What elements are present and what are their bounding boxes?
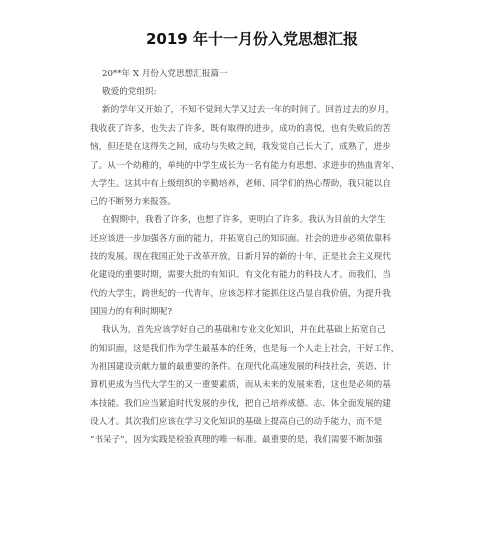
document-line: 代的大学生，跨世纪的一代青年，应该怎样才能抓住这凸显自我价值，为提升我 (90, 289, 391, 299)
document-line: 了。从一个幼稚的，单纯的中学生成长为一名有能力有思想、求进步的热血青年、 (90, 161, 400, 171)
document-line: 我认为，首先应该学好自己的基础和专业文化知识，并在此基础上拓宽自己 (102, 325, 386, 335)
document-line: 大学生。这其中有上级组织的辛勤培养，老师、同学们的热心帮助，我只能以自 (90, 179, 391, 189)
document-line: 的知识面，这是我们作为学生最基本的任务，也是每一个人走上社会，干好工作， (90, 344, 400, 354)
document-line: 在假期中，我看了许多，也想了许多，更明白了许多。我认为目前的大学生 (102, 215, 386, 225)
document-line: 算机更成为当代大学生的又一重要素质，而从未来的发展来看，这也是必须的基 (90, 380, 391, 390)
document-line: 恼，但还是在这得失之间，成功与失败之间，我发觉自己长大了，成熟了，进步 (90, 142, 391, 152)
document-line: 还应该进一步加强各方面的能力，并拓宽自己的知识面。社会的进步必须依靠科 (90, 234, 391, 244)
document-line: 化建设的重要时期，需要大批的有知识、有文化有能力的科技人才。而我们，当 (90, 270, 391, 280)
document-title: 2019 年十一月份入党思想汇报 (146, 30, 358, 48)
document-line: “书呆子”，因为实践是检验真理的唯一标准。最重要的是，我们需要不断加强 (90, 435, 383, 445)
document-line: 设人才。其次我们应该在学习文化知识的基础上提高自己的动手能力，而不是 (90, 417, 383, 427)
document-line: 技的发展。现在我国正处于改革开放，日新月异的新的十年，正是社会主义现代 (90, 252, 391, 262)
document-line: 己的不断努力来报答。 (90, 197, 176, 207)
document-line: 敬爱的党组织: (102, 87, 157, 97)
document-line: 国国力的有利时期呢? (90, 307, 172, 317)
document-line: 20**年 X 月份入党思想汇报篇一 (102, 69, 228, 79)
document-line: 新的学年又开始了，不知不觉间大学又过去一年的时间了。回首过去的岁月， (102, 105, 395, 115)
document-line: 我收获了许多，也失去了许多，既有取得的进步，成功的喜悦，也有失败后的苦 (90, 124, 391, 134)
document-line: 为祖国建设贡献力量的最重要的条件。在现代化高速发展的科技社会，英语、计 (90, 362, 391, 372)
document-line: 本技能。我们应当紧追时代发展的步伐，把自己培养成德、志、体全面发展的建 (90, 399, 391, 409)
